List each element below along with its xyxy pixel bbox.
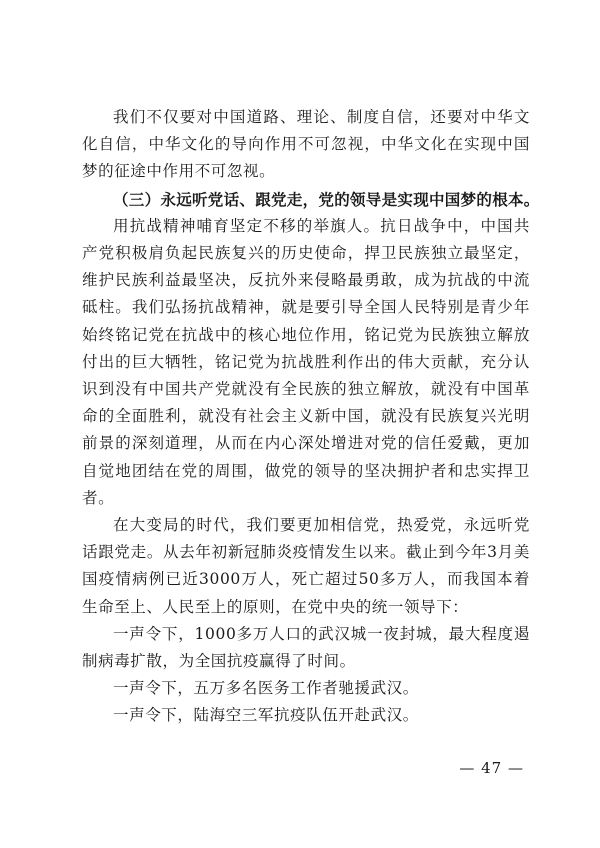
- paragraph-armed-forces: 一声令下，陆海空三军抗疫队伍开赴武汉。: [113, 706, 419, 725]
- paragraph-culture-confidence: 我们不仅要对中国道路、理论、制度自信，还要对中华文化自信，中华文化的导向作用不可忽视，中华文化在实现中国梦的征途中作用不可忽视。: [82, 108, 530, 181]
- paragraph-wuhan-lockdown: 一声令下，1000多万人口的武汉城一夜封城，最大程度遏制病毒扩散，为全国抗疫赢得了时间。: [82, 624, 530, 671]
- section-heading-party-leadership: （三）永远听党话、跟党走，党的领导是实现中国梦的根本。: [113, 189, 540, 209]
- paragraph-medical-workers: 一声令下，五万多名医务工作者驰援武汉。: [113, 679, 419, 698]
- document-body: [82, 104, 540, 730]
- paragraph-great-changes: 在大变局的时代，我们要更加相信党，热爱党，永远听党话跟党走。从去年初新冠肺炎疫情发生以来。截止到今年3月美国疫情病例已近3000万人，死亡超过50多万人，而我国本着生命至上、人民至上的原则，在党中央的统一领导下：: [82, 516, 530, 616]
- paragraph-anti-war-spirit: 用抗战精神哺育坚定不移的举旗人。抗日战争中，中国共产党积极肩负起民族复兴的历史使命，捍卫民族独立最坚定，维护民族利益最坚决，反抗外来侵略最勇敢，成为抗战的中流砥柱。我们弘扬抗战精神，就是要引导全国人民特别是青少年始终铭记党在抗战中的核心地位作用，铭记党为民族独立解放付出的巨大牺牲，铭记党为抗战胜利作出的伟大贡献，充分认识到没有中国共产党就没有全民族的独立解放，就没有中国革命的全面胜利，就没有社会主义新中国，就没有民族复兴光明前景的深刻道理，从而在内心深处增进对党的信任爱戴，更加自觉地团结在党的周围，做党的领导的坚决拥护者和忠实捍卫者。: [82, 216, 530, 507]
- page-number: — 47 —: [459, 759, 524, 777]
